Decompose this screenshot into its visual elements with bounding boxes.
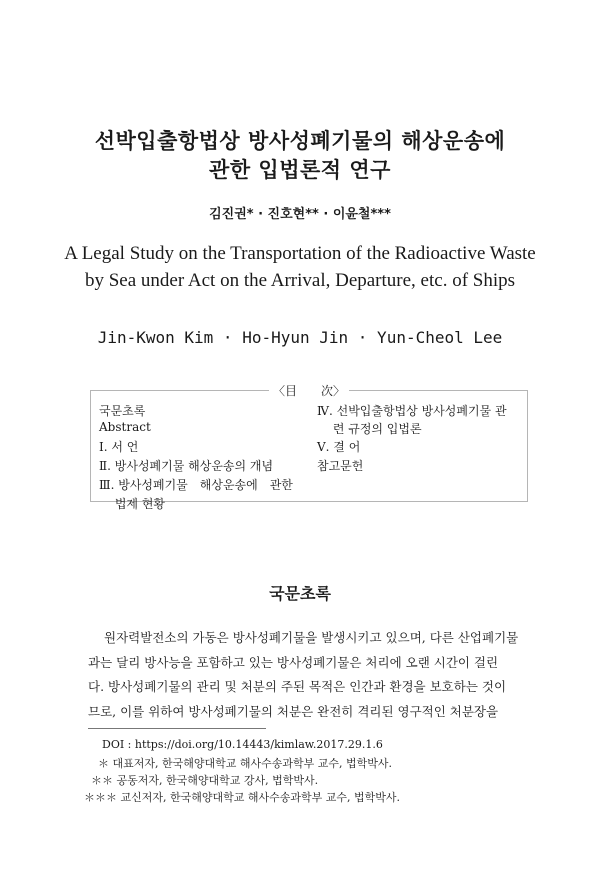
doi-footnote: DOI : https://doi.org/10.14443/kimlaw.2017.29.1.6	[102, 738, 383, 751]
footnote: ＊＊＊ 교신저자, 한국해양대학교 해사수송과학부 교수, 법학박사.	[84, 791, 400, 804]
abstract-line: 과는 달리 방사능을 포함하고 있는 방사성폐기물은 처리에 오랜 시간이 걸린	[88, 655, 499, 670]
footnote: ＊ 대표저자, 한국해양대학교 해사수송과학부 교수, 법학박사.	[98, 757, 392, 770]
table-of-contents	[90, 384, 528, 511]
authors-korean: 김진권* · 진호현** · 이윤철***	[209, 207, 391, 222]
toc-item: Abstract	[99, 420, 151, 434]
toc-item: 국문초록	[99, 404, 146, 418]
toc-item: Ⅴ. 결 어	[317, 440, 361, 454]
abstract-line: 므로, 이를 위하여 방사성폐기물의 처분은 완전히 격리된 영구적인 처분장을	[88, 704, 499, 719]
title-korean-line-1: 선박입출항법상 방사성폐기물의 해상운송에	[94, 129, 506, 153]
toc-item: Ⅲ. 방사성폐기물 해상운송에 관한	[99, 478, 293, 492]
toc-item: 참고문헌	[317, 459, 364, 473]
toc-item: Ⅳ. 선박입출항법상 방사성폐기물 관	[317, 404, 507, 418]
authors-english: Jin-Kwon Kim · Ho-Hyun Jin · Yun-Cheol Lee	[97, 328, 503, 347]
toc-item: 법제 현황	[99, 497, 165, 511]
footnote-divider	[88, 728, 266, 729]
abstract-line: 다. 방사성폐기물의 관리 및 처분의 주된 목적은 인간과 환경을 보호하는 것이	[88, 679, 507, 694]
footnote: ＊＊ 공동저자, 한국해양대학교 강사, 법학박사.	[91, 774, 319, 787]
toc-item: Ⅱ. 방사성폐기물 해상운송의 개념	[99, 459, 274, 473]
abstract-line: 원자력발전소의 가동은 방사성폐기물을 발생시키고 있으며, 다른 산업폐기물	[104, 630, 519, 645]
toc-item: 련 규정의 입법론	[317, 422, 422, 436]
abstract-heading: 국문초록	[269, 584, 331, 603]
title-korean-line-2: 관한 입법론적 연구	[209, 158, 391, 182]
toc-heading: 〈目 次〉	[91, 382, 527, 399]
toc-item: Ⅰ. 서 언	[99, 440, 139, 454]
title-english: A Legal Study on the Transportation of the Radioactive Waste by Sea under Act on the Arrival, Departure, etc. of Ships	[64, 243, 536, 291]
